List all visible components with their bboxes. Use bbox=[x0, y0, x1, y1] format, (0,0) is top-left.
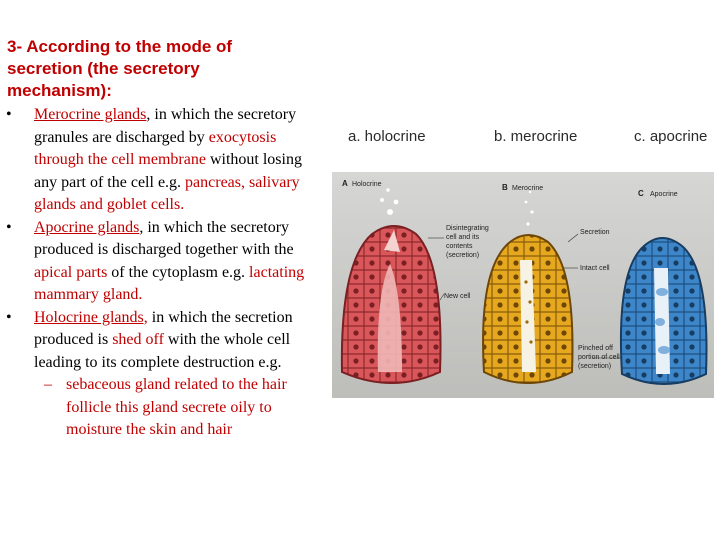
sub-dash: – bbox=[44, 376, 52, 393]
term-merocrine: Merocrine glands bbox=[34, 106, 147, 123]
panel-label-a-letter: A bbox=[342, 179, 348, 188]
callout-disintegrating: Disintegrating cell and its contents (secretion) bbox=[446, 225, 489, 259]
text-merocrine-1: , in which the secretory granules are discharged by bbox=[34, 106, 297, 146]
gland-illustration-svg bbox=[332, 172, 714, 398]
caption-merocrine: b. merocrine bbox=[494, 128, 578, 145]
list-item-merocrine bbox=[6, 104, 316, 217]
example-apocrine: lactating mammary gland. bbox=[34, 263, 305, 303]
term-apocrine: Apocrine glands bbox=[34, 218, 140, 236]
highlight-shed-off: shed off bbox=[112, 331, 164, 348]
merocrine-gland bbox=[483, 183, 572, 383]
panel-label-c-name: Apocrine bbox=[650, 191, 678, 198]
highlight-apical-parts: apical parts bbox=[34, 263, 108, 281]
panel-label-b-name: Merocrine bbox=[512, 185, 544, 192]
panel-label-b-letter: B bbox=[502, 183, 508, 192]
caption-apocrine: c. apocrine bbox=[634, 128, 708, 145]
text-holocrine-1: in which the secretion produced is bbox=[34, 308, 293, 348]
callout-new-cell: New cell bbox=[444, 293, 471, 300]
text-apocrine-2: of the cytoplasm e.g. bbox=[107, 263, 250, 281]
text-merocrine-2: without losing any part of the cell e.g. bbox=[34, 151, 302, 191]
figure-illustration bbox=[332, 172, 714, 398]
gland-figure bbox=[332, 112, 714, 398]
sub-item-sebaceous bbox=[6, 374, 316, 442]
example-sebaceous: sebaceous gland related to the hair follicle this gland secrete oily to moisture the skin and hair bbox=[66, 376, 287, 438]
list-item-holocrine bbox=[6, 307, 316, 375]
caption-holocrine: a. holocrine bbox=[348, 128, 426, 145]
panel-label-c-letter: C bbox=[638, 189, 644, 198]
highlight-exocytosis: exocytosis through the cell membrane bbox=[34, 128, 277, 168]
holocrine-gland bbox=[342, 179, 441, 383]
callout-pinched-off: Pinched off portion of cell (secretion) bbox=[578, 345, 620, 370]
text-holocrine-2: with the whole cell leading to its complete destruction e.g. bbox=[34, 331, 291, 371]
gland-types-list bbox=[6, 104, 316, 442]
callout-intact-cell: Intact cell bbox=[580, 265, 610, 272]
text-apocrine-1: , in which the secretory produced is discharged together with the bbox=[34, 218, 294, 258]
bullet-dot: • bbox=[6, 308, 12, 326]
panel-label-a-name: Holocrine bbox=[352, 181, 382, 188]
apocrine-gland bbox=[621, 189, 707, 384]
bullet-dot: • bbox=[6, 218, 12, 236]
term-holocrine: Holocrine glands, bbox=[34, 308, 148, 326]
callout-secretion: Secretion bbox=[580, 229, 610, 236]
bullet-dot: • bbox=[6, 106, 12, 123]
list-item-apocrine bbox=[6, 217, 316, 307]
figure-caption-bar bbox=[332, 112, 714, 172]
section-heading: 3- According to the mode of secretion (the secretory mechanism): bbox=[7, 37, 233, 100]
example-merocrine: pancreas, salivary glands and goblet cells. bbox=[34, 173, 300, 213]
